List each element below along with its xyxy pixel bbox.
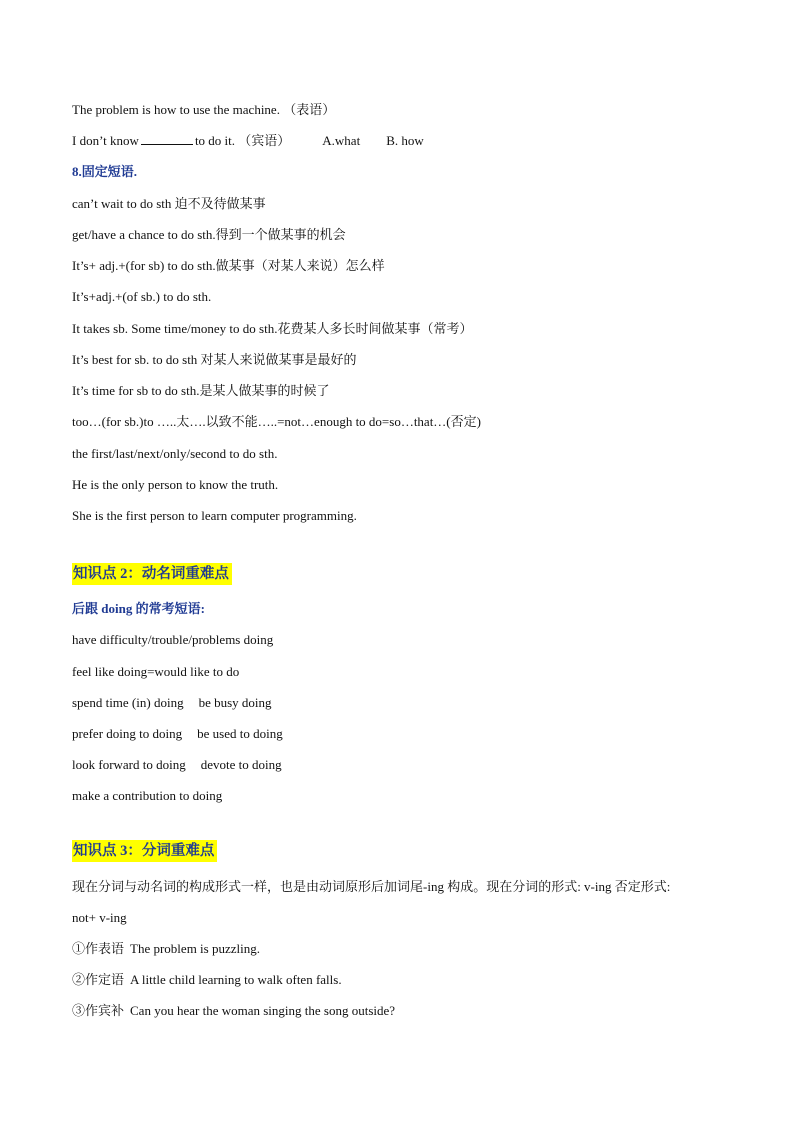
- usage-label: ③作宾补: [72, 1003, 125, 1018]
- example-sentence: He is the only person to know the truth.: [72, 477, 279, 492]
- example-sentence: She is the first person to learn computer programming.: [72, 508, 357, 523]
- doing-phrase: [72, 695, 272, 711]
- phrase-item: It’s+adj.+(of sb.) to do sth.: [72, 289, 212, 304]
- example-biaoyu: The problem is how to use the machine. （表语）: [72, 102, 336, 117]
- phrase-item: too…(for sb.)to …..太….以致不能…..=not…enough to do=so…that…(否定): [72, 414, 481, 429]
- phrase-item: It takes sb. Some time/money to do sth.花费某人多长时间做某事（常考）: [72, 321, 473, 336]
- phrase-item: can’t wait to do sth 迫不及待做某事: [72, 196, 266, 211]
- doing-phrase-text: be busy doing: [198, 695, 272, 710]
- usage-example: Can you hear the woman singing the song outside?: [130, 1003, 396, 1018]
- phrase-item: It’s time for sb to do sth.是某人做某事的时候了: [72, 383, 330, 398]
- doing-phrase: [72, 664, 239, 680]
- doing-phrase-text: make a contribution to doing: [72, 788, 223, 803]
- participle-intro-cont: not+ v-ing: [72, 910, 127, 925]
- doing-phrase-text: spend time (in) doing: [72, 695, 184, 710]
- doing-phrase-text: feel like doing=would like to do: [72, 664, 240, 679]
- doing-phrase: [72, 632, 273, 648]
- participle-usage: [72, 1003, 395, 1019]
- example-binyu-part1: I don’t know: [72, 133, 139, 148]
- answer-blank: [141, 133, 193, 145]
- phrase-item: It’s best for sb. to do sth 对某人来说做某事是最好的: [72, 352, 357, 367]
- phrase-item: the first/last/next/only/second to do sth.: [72, 446, 278, 461]
- usage-example: The problem is puzzling.: [130, 941, 260, 956]
- usage-label: ①作表语: [72, 941, 125, 956]
- phrase-item: get/have a chance to do sth.得到一个做某事的机会: [72, 227, 346, 242]
- option-b: B. how: [386, 133, 424, 148]
- option-a: A.what: [322, 133, 361, 148]
- doing-phrase-text: prefer doing to doing: [72, 726, 183, 741]
- doing-phrase-text: be used to doing: [197, 726, 283, 741]
- doing-phrase-text: look forward to doing: [72, 757, 186, 772]
- participle-usage: [72, 941, 260, 957]
- participle-usage: [72, 972, 342, 988]
- doing-phrase: [72, 757, 282, 773]
- phrase-item: It’s+ adj.+(for sb) to do sth.做某事（对某人来说）怎么样: [72, 258, 385, 273]
- knowledge-point-3-heading: 知识点 3：分词重难点: [72, 840, 217, 862]
- doing-phrases-subtitle: 后跟 doing 的常考短语:: [72, 601, 205, 616]
- knowledge-point-2-heading: 知识点 2：动名词重难点: [72, 563, 232, 585]
- participle-intro: 现在分词与动名词的构成形式一样，也是由动词原形后加词尾-ing 构成。现在分词的形式: v-ing 否定形式:: [72, 879, 671, 894]
- section-8-title: 8.固定短语.: [72, 164, 138, 179]
- doing-phrase-text: devote to doing: [200, 757, 282, 772]
- example-binyu: [72, 133, 424, 149]
- doing-phrase: [72, 788, 222, 804]
- doing-phrase: [72, 726, 283, 742]
- example-binyu-part2: to do it. （宾语）: [194, 133, 291, 148]
- usage-example: A little child learning to walk often falls.: [130, 972, 342, 987]
- doing-phrase-text: have difficulty/trouble/problems doing: [72, 632, 274, 647]
- usage-label: ②作定语: [72, 972, 125, 987]
